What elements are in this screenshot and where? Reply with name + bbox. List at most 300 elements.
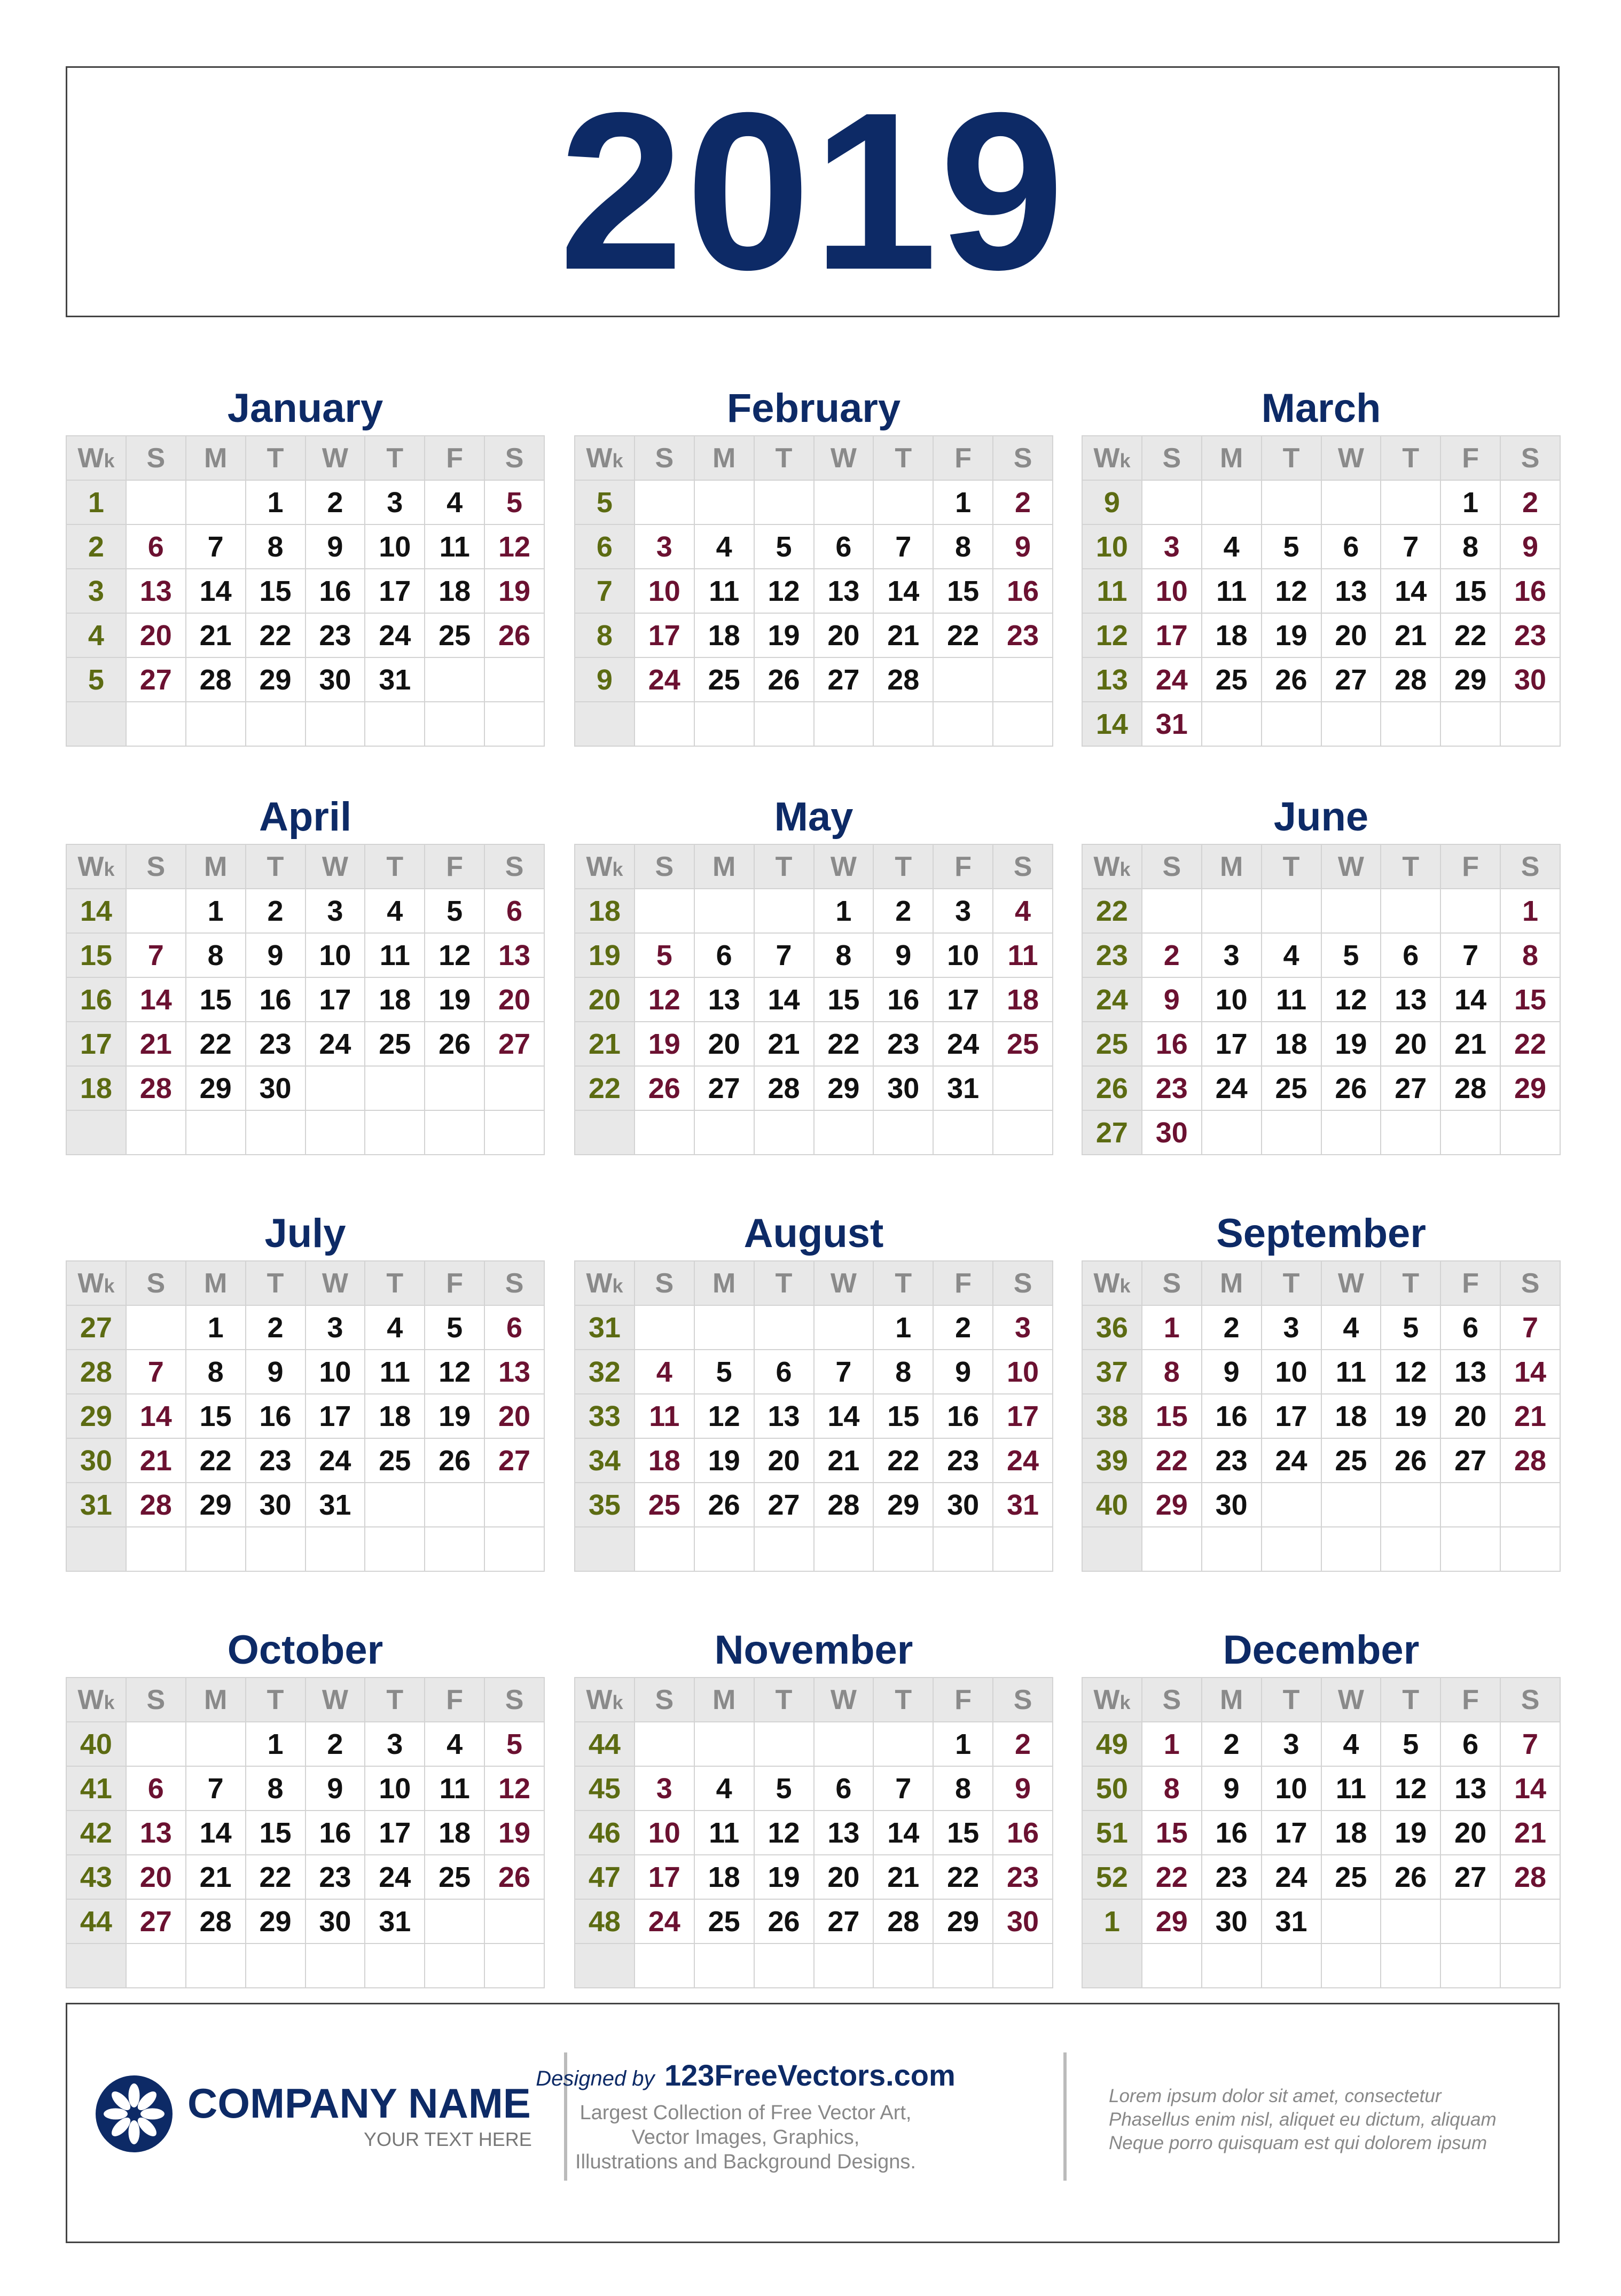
day-cell-sunday: [635, 480, 694, 524]
month-name: September: [1216, 1211, 1426, 1256]
day-cell-sunday: 17: [635, 613, 694, 657]
weekday-header: T: [365, 1678, 425, 1722]
week-number: 16: [66, 977, 126, 1022]
day-cell-saturday: 25: [993, 1022, 1053, 1066]
day-cell: 4: [1321, 1722, 1381, 1766]
day-cell: 4: [365, 1305, 425, 1350]
day-cell-sunday: 6: [126, 1766, 186, 1811]
designer-site-link[interactable]: 123FreeVectors.com: [664, 2058, 956, 2092]
weekday-header: W: [306, 844, 365, 889]
month-name: November: [714, 1627, 913, 1673]
week-number: [66, 1110, 126, 1155]
weekday-header: S: [635, 1678, 694, 1722]
weekday-header: S: [993, 844, 1053, 889]
day-cell: 13: [694, 977, 754, 1022]
week-number: 28: [66, 1350, 126, 1394]
week-row: [575, 613, 1053, 657]
week-row: [575, 1944, 1053, 1988]
day-cell: [306, 1066, 365, 1110]
weekday-header: T: [365, 1261, 425, 1305]
day-cell: 1: [873, 1305, 933, 1350]
day-cell: 26: [425, 1438, 484, 1483]
month-june: [1082, 790, 1561, 1155]
week-number: 32: [575, 1350, 635, 1394]
day-cell: 4: [694, 1766, 754, 1811]
week-number: [66, 702, 126, 746]
weekday-header: F: [425, 1678, 484, 1722]
week-row: [575, 1899, 1053, 1944]
day-cell: [873, 702, 933, 746]
weekday-header: W: [1321, 844, 1381, 889]
day-cell: 30: [306, 1899, 365, 1944]
weekday-header: S: [484, 844, 544, 889]
day-cell: 17: [365, 1811, 425, 1855]
day-cell: 9: [1202, 1350, 1262, 1394]
week-number: 35: [575, 1483, 635, 1527]
day-cell: 12: [1321, 977, 1381, 1022]
day-cell: [933, 1527, 993, 1571]
week-row: [575, 1066, 1053, 1110]
month-name: April: [259, 794, 352, 840]
day-cell: 20: [754, 1438, 814, 1483]
day-cell: [814, 1110, 874, 1155]
month-name: October: [227, 1627, 383, 1673]
week-number: [66, 1944, 126, 1988]
day-cell: 31: [365, 1899, 425, 1944]
month-february: [574, 382, 1053, 747]
week-row: [1082, 1855, 1560, 1899]
day-cell-sunday: [126, 702, 186, 746]
day-cell: 23: [246, 1022, 306, 1066]
week-column-header: Wk: [1082, 844, 1142, 889]
day-cell: [1440, 1110, 1500, 1155]
day-cell-sunday: 1: [1142, 1722, 1202, 1766]
day-cell: 12: [425, 1350, 484, 1394]
day-cell: 12: [1381, 1350, 1440, 1394]
day-cell-saturday: 6: [484, 1305, 544, 1350]
week-number: 13: [1082, 657, 1142, 702]
day-cell: [754, 1722, 814, 1766]
week-row: [1082, 524, 1560, 569]
day-cell: 23: [306, 613, 365, 657]
day-cell: 6: [814, 1766, 874, 1811]
day-cell: 28: [1440, 1066, 1500, 1110]
day-cell-saturday: 9: [993, 1766, 1053, 1811]
week-row: [1082, 977, 1560, 1022]
day-cell: 24: [365, 613, 425, 657]
designer-description: [484, 2101, 1007, 2174]
weekday-header: M: [694, 844, 754, 889]
day-cell-saturday: 9: [1500, 524, 1560, 569]
day-cell: 5: [1321, 933, 1381, 977]
month-table: [66, 844, 545, 1155]
day-cell: 2: [306, 1722, 365, 1766]
month-name: July: [264, 1211, 346, 1256]
day-cell: 2: [246, 889, 306, 933]
footer: [66, 2003, 1560, 2243]
day-cell-saturday: 14: [1500, 1766, 1560, 1811]
day-cell: 6: [1381, 933, 1440, 977]
day-cell-sunday: 13: [126, 569, 186, 613]
day-cell: [1440, 889, 1500, 933]
day-cell: 4: [1262, 933, 1321, 977]
month-name: January: [227, 386, 383, 431]
day-cell-saturday: 3: [993, 1305, 1053, 1350]
week-number: 30: [66, 1438, 126, 1483]
day-cell: 8: [933, 1766, 993, 1811]
day-cell-saturday: 20: [484, 977, 544, 1022]
weekday-header: F: [933, 844, 993, 889]
day-cell: 23: [933, 1438, 993, 1483]
day-cell: 17: [306, 1394, 365, 1438]
week-column-header: Wk: [575, 844, 635, 889]
week-number: 43: [66, 1855, 126, 1899]
day-cell: [425, 657, 484, 702]
day-cell-saturday: 1: [1500, 889, 1560, 933]
day-cell-sunday: [126, 1722, 186, 1766]
weekday-header: S: [635, 436, 694, 480]
day-cell: [1202, 1110, 1262, 1155]
month-table: [1082, 1260, 1561, 1572]
weekday-header: S: [993, 1261, 1053, 1305]
day-cell: 1: [814, 889, 874, 933]
week-number: 34: [575, 1438, 635, 1483]
day-cell-sunday: 14: [126, 977, 186, 1022]
week-number: 40: [66, 1722, 126, 1766]
day-cell: 10: [1262, 1350, 1321, 1394]
weekday-header: T: [246, 436, 306, 480]
day-cell: 4: [365, 889, 425, 933]
day-cell: [1381, 702, 1440, 746]
day-cell-sunday: 10: [635, 1811, 694, 1855]
day-cell: [814, 480, 874, 524]
day-cell: 20: [814, 613, 874, 657]
day-cell: 18: [425, 1811, 484, 1855]
day-cell: [1321, 1483, 1381, 1527]
day-cell: [186, 1527, 246, 1571]
day-cell-sunday: [126, 1527, 186, 1571]
month-august: [574, 1207, 1053, 1572]
week-row: [66, 977, 544, 1022]
day-cell: 26: [1262, 657, 1321, 702]
day-cell: 10: [1262, 1766, 1321, 1811]
day-cell-saturday: 12: [484, 524, 544, 569]
day-cell: [306, 702, 365, 746]
month-october: [66, 1624, 545, 1988]
day-cell: [425, 702, 484, 746]
week-row: [575, 1766, 1053, 1811]
day-cell: 19: [425, 977, 484, 1022]
weekday-header: M: [1202, 1261, 1262, 1305]
day-cell-sunday: 28: [126, 1066, 186, 1110]
week-row: [575, 1394, 1053, 1438]
day-cell: 24: [306, 1022, 365, 1066]
day-cell-sunday: 26: [635, 1066, 694, 1110]
day-cell-saturday: 23: [1500, 613, 1560, 657]
weekday-header: W: [814, 436, 874, 480]
day-cell: 14: [873, 569, 933, 613]
day-cell: 27: [814, 657, 874, 702]
weekday-header: T: [1381, 844, 1440, 889]
day-cell-saturday: 6: [484, 889, 544, 933]
day-cell-saturday: [1500, 1110, 1560, 1155]
week-number: [1082, 1527, 1142, 1571]
day-cell: [1321, 1899, 1381, 1944]
day-cell: 28: [873, 657, 933, 702]
day-cell-sunday: 3: [635, 1766, 694, 1811]
week-number: [575, 1944, 635, 1988]
day-cell: 11: [1262, 977, 1321, 1022]
day-cell-saturday: 16: [1500, 569, 1560, 613]
day-cell-sunday: 9: [1142, 977, 1202, 1022]
day-cell-saturday: [993, 1066, 1053, 1110]
day-cell: [873, 1527, 933, 1571]
week-row: [575, 1022, 1053, 1066]
day-cell: 4: [425, 1722, 484, 1766]
day-cell: 9: [246, 1350, 306, 1394]
weekday-header: S: [1142, 436, 1202, 480]
week-row: [66, 1438, 544, 1483]
day-cell: 14: [186, 1811, 246, 1855]
day-cell-saturday: [484, 1899, 544, 1944]
day-cell: [814, 1527, 874, 1571]
day-cell-saturday: 9: [993, 524, 1053, 569]
day-cell-saturday: 30: [1500, 657, 1560, 702]
weekday-header: T: [1262, 436, 1321, 480]
week-row: [575, 1483, 1053, 1527]
day-cell: [1381, 1944, 1440, 1988]
day-cell: 5: [425, 1305, 484, 1350]
day-cell: 2: [306, 480, 365, 524]
week-row: [66, 1022, 544, 1066]
day-cell-saturday: 2: [993, 1722, 1053, 1766]
day-cell: 21: [186, 1855, 246, 1899]
day-cell: [1262, 1483, 1321, 1527]
weekday-header: W: [814, 844, 874, 889]
day-cell: 7: [814, 1350, 874, 1394]
weekday-header-row: [575, 1261, 1053, 1305]
day-cell: 28: [814, 1483, 874, 1527]
day-cell: 15: [246, 1811, 306, 1855]
day-cell: 22: [1440, 613, 1500, 657]
day-cell-sunday: 18: [635, 1438, 694, 1483]
day-cell-sunday: 16: [1142, 1022, 1202, 1066]
day-cell: [1381, 1899, 1440, 1944]
day-cell: [425, 1483, 484, 1527]
weekday-header: T: [754, 1678, 814, 1722]
week-column-header: Wk: [66, 1678, 126, 1722]
day-cell-sunday: 3: [1142, 524, 1202, 569]
day-cell: 4: [1321, 1305, 1381, 1350]
day-cell: 13: [814, 569, 874, 613]
day-cell: 16: [246, 1394, 306, 1438]
week-column-header: Wk: [66, 436, 126, 480]
day-cell-saturday: 20: [484, 1394, 544, 1438]
month-name: August: [743, 1211, 884, 1256]
day-cell: 6: [1321, 524, 1381, 569]
day-cell: [873, 1722, 933, 1766]
week-number: 9: [1082, 480, 1142, 524]
day-cell: 23: [246, 1438, 306, 1483]
day-cell: 16: [306, 569, 365, 613]
day-cell: 12: [1381, 1766, 1440, 1811]
day-cell-sunday: 1: [1142, 1305, 1202, 1350]
month-march: [1082, 382, 1561, 747]
weekday-header-row: [66, 844, 544, 889]
day-cell: [694, 889, 754, 933]
day-cell-saturday: 19: [484, 1811, 544, 1855]
day-cell-sunday: [635, 1944, 694, 1988]
day-cell: 21: [1381, 613, 1440, 657]
day-cell: [306, 1944, 365, 1988]
day-cell-sunday: [635, 1722, 694, 1766]
weekday-header: T: [1262, 1261, 1321, 1305]
note-line: Lorem ipsum dolor sit amet, consectetur: [1109, 2086, 1442, 2106]
month-name: December: [1223, 1627, 1420, 1673]
day-cell: 1: [933, 1722, 993, 1766]
week-number: [1082, 1944, 1142, 1988]
day-cell: 13: [1381, 977, 1440, 1022]
day-cell-saturday: 21: [1500, 1394, 1560, 1438]
day-cell-sunday: [126, 480, 186, 524]
day-cell: 30: [246, 1483, 306, 1527]
day-cell-sunday: 8: [1142, 1350, 1202, 1394]
day-cell-saturday: [484, 657, 544, 702]
week-row: [66, 702, 544, 746]
month-table: [574, 435, 1053, 747]
day-cell: 26: [754, 1899, 814, 1944]
day-cell: 17: [1262, 1394, 1321, 1438]
day-cell: 7: [873, 524, 933, 569]
day-cell: [694, 702, 754, 746]
week-row: [575, 977, 1053, 1022]
day-cell: 26: [694, 1483, 754, 1527]
description-line: Largest Collection of Free Vector Art,: [580, 2102, 912, 2124]
day-cell: [694, 1305, 754, 1350]
week-row: [66, 889, 544, 933]
day-cell: [694, 1110, 754, 1155]
weekday-header: T: [365, 436, 425, 480]
day-cell: 30: [1202, 1483, 1262, 1527]
day-cell: 21: [754, 1022, 814, 1066]
month-table: [574, 1677, 1053, 1988]
day-cell-sunday: 17: [635, 1855, 694, 1899]
day-cell: 19: [1381, 1811, 1440, 1855]
day-cell-sunday: 20: [126, 613, 186, 657]
day-cell: [246, 1944, 306, 1988]
day-cell: 2: [873, 889, 933, 933]
day-cell: [186, 480, 246, 524]
day-cell: 25: [1202, 657, 1262, 702]
day-cell-saturday: [993, 1944, 1053, 1988]
day-cell: [1381, 1110, 1440, 1155]
day-cell: 16: [1202, 1394, 1262, 1438]
day-cell: 27: [1440, 1855, 1500, 1899]
day-cell: [814, 702, 874, 746]
week-number: 26: [1082, 1066, 1142, 1110]
day-cell-saturday: [1500, 702, 1560, 746]
day-cell: 10: [1202, 977, 1262, 1022]
day-cell: 1: [933, 480, 993, 524]
year-banner: [66, 66, 1560, 317]
day-cell: 23: [306, 1855, 365, 1899]
day-cell-saturday: 22: [1500, 1022, 1560, 1066]
week-row: [1082, 613, 1560, 657]
week-row: [66, 1483, 544, 1527]
month-january: [66, 382, 545, 747]
month-name: February: [726, 386, 901, 431]
day-cell: 17: [306, 977, 365, 1022]
week-number: 22: [1082, 889, 1142, 933]
weekday-header: S: [1500, 1678, 1560, 1722]
day-cell: [1202, 702, 1262, 746]
day-cell: 26: [1381, 1855, 1440, 1899]
day-cell: [1202, 889, 1262, 933]
week-row: [575, 1527, 1053, 1571]
day-cell: [365, 702, 425, 746]
weekday-header: S: [484, 1261, 544, 1305]
day-cell: [1321, 702, 1381, 746]
week-row: [575, 702, 1053, 746]
month-name: May: [774, 794, 853, 840]
week-number: 31: [575, 1305, 635, 1350]
week-number: 2: [66, 524, 126, 569]
week-column-header: Wk: [1082, 1678, 1142, 1722]
day-cell: 13: [1440, 1766, 1500, 1811]
weekday-header: W: [306, 1678, 365, 1722]
day-cell-sunday: [635, 1527, 694, 1571]
day-cell: 26: [1381, 1438, 1440, 1483]
day-cell-sunday: 21: [126, 1438, 186, 1483]
day-cell-sunday: 3: [635, 524, 694, 569]
day-cell-saturday: 24: [993, 1438, 1053, 1483]
week-row: [1082, 1022, 1560, 1066]
week-row: [66, 1899, 544, 1944]
week-number: 47: [575, 1855, 635, 1899]
week-number: 1: [66, 480, 126, 524]
day-cell: [1440, 1899, 1500, 1944]
week-row: [66, 1527, 544, 1571]
week-number: 52: [1082, 1855, 1142, 1899]
day-cell: 23: [1202, 1855, 1262, 1899]
day-cell-saturday: 7: [1500, 1305, 1560, 1350]
weekday-header: S: [635, 1261, 694, 1305]
day-cell: 18: [365, 1394, 425, 1438]
day-cell-saturday: [993, 1110, 1053, 1155]
week-number: 38: [1082, 1394, 1142, 1438]
week-row: [1082, 480, 1560, 524]
day-cell: 31: [1262, 1899, 1321, 1944]
day-cell-saturday: [1500, 1483, 1560, 1527]
day-cell: 15: [814, 977, 874, 1022]
week-column-header: Wk: [1082, 436, 1142, 480]
day-cell: [1321, 889, 1381, 933]
week-row: [1082, 889, 1560, 933]
day-cell: [425, 1110, 484, 1155]
day-cell: 8: [246, 1766, 306, 1811]
weekday-header: T: [1262, 1678, 1321, 1722]
weekday-header: M: [186, 1678, 246, 1722]
week-number: 41: [66, 1766, 126, 1811]
week-row: [66, 613, 544, 657]
day-cell: 3: [365, 480, 425, 524]
day-cell: 5: [1262, 524, 1321, 569]
day-cell: 9: [933, 1350, 993, 1394]
weekday-header: F: [933, 1678, 993, 1722]
week-row: [1082, 1722, 1560, 1766]
week-number: 29: [66, 1394, 126, 1438]
day-cell: 12: [694, 1394, 754, 1438]
